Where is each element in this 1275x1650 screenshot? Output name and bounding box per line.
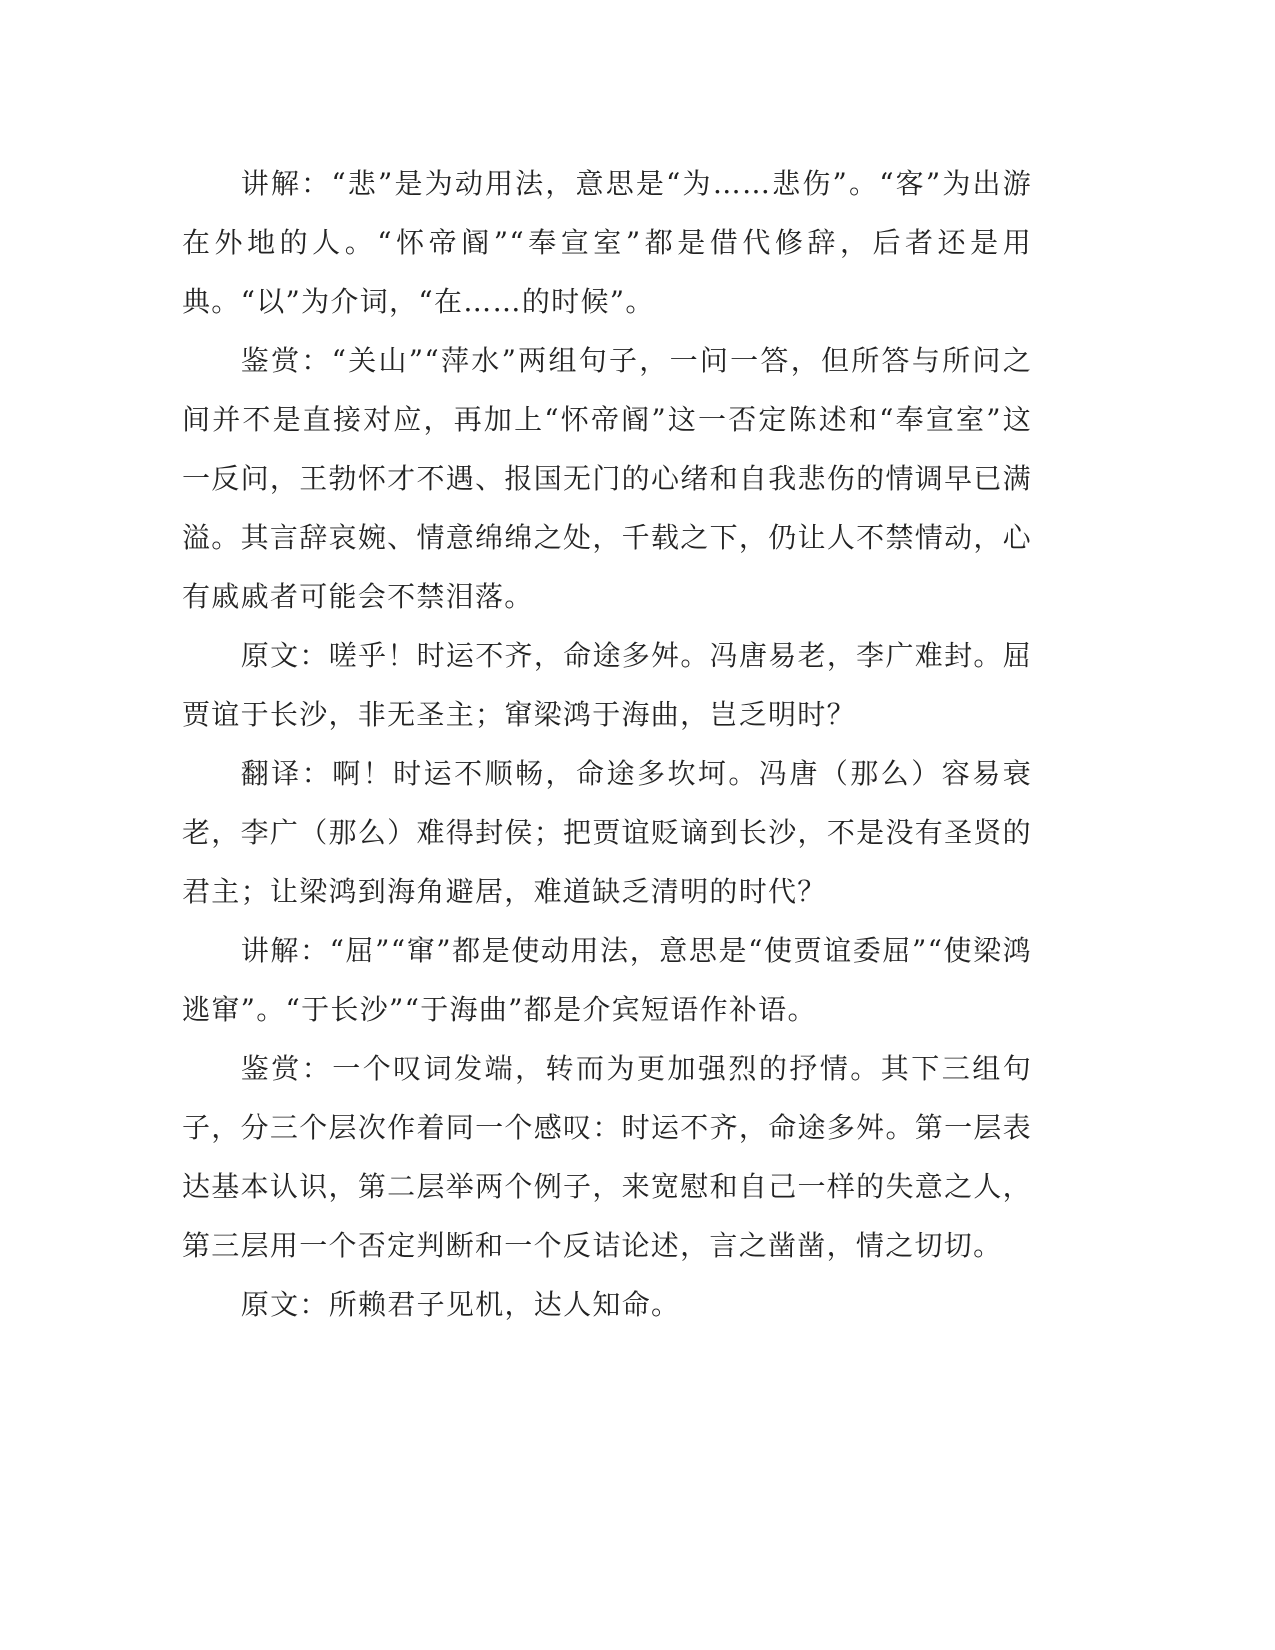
paragraph-original-1: 原文：嗟乎！时运不齐，命途多舛。冯唐易老，李广难封。屈贾谊于长沙，非无圣主；窜梁鸿于海曲，岂乏明时？ xyxy=(182,639,1032,731)
paragraph-explanation-2: 讲解：“屈”“窜”都是使动用法，意思是“使贾谊委屈”“使梁鸿逃窜”。“于长沙”“于海曲”都是介宾短语作补语。 xyxy=(182,934,1032,1026)
document-body xyxy=(182,154,1032,1334)
paragraph-appreciation-1: 鉴赏：“关山”“萍水”两组句子，一问一答，但所答与所问之间并不是直接对应，再加上“怀帝阍”这一否定陈述和“奉宣室”这一反问，王勃怀才不遇、报国无门的心绪和自我悲伤的情调早已满溢。其言辞哀婉、情意绵绵之处，千载之下，仍让人不禁情动，心有戚戚者可能会不禁泪落。 xyxy=(182,344,1032,613)
paragraph-appreciation-2: 鉴赏：一个叹词发端，转而为更加强烈的抒情。其下三组句子，分三个层次作着同一个感叹：时运不齐，命途多舛。第一层表达基本认识，第二层举两个例子，来宽慰和自己一样的失意之人，第三层用一个否定判断和一个反诘论述，言之凿凿，情之切切。 xyxy=(182,1052,1032,1262)
paragraph-original-2: 原文：所赖君子见机，达人知命。 xyxy=(240,1288,681,1321)
paragraph-explanation-1: 讲解：“悲”是为动用法，意思是“为……悲伤”。“客”为出游在外地的人。“怀帝阍”“奉宣室”都是借代修辞，后者还是用典。“以”为介词，“在……的时候”。 xyxy=(182,167,1032,318)
paragraph-translation-1: 翻译：啊！时运不顺畅，命途多坎坷。冯唐（那么）容易衰老，李广（那么）难得封侯；把贾谊贬谪到长沙，不是没有圣贤的君主；让梁鸿到海角避居，难道缺乏清明的时代？ xyxy=(182,757,1032,908)
